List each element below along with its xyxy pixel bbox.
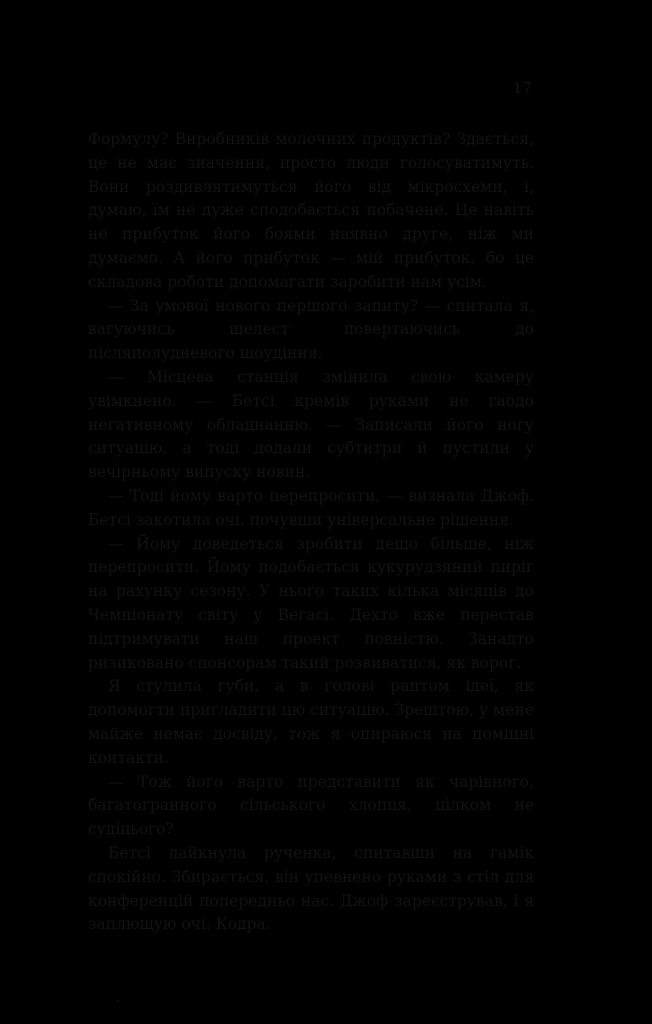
body-text [88,128,534,937]
paragraph: — Тож його варто представити як чарівного, багатогранного сільського хлопця, цілком не судіцього? [88,772,534,839]
paragraph: — Йому доведеться зробити дещо більше, ніж перепросити. Йому подобається кукурудзяний пиріг на рахунку сезону. У нього таких кілька місяців до Чемпіонату світу у Вегасі. Дехто вже перестав підтримувати наш проект повністю. Занадто ризиковано спонсорам такий розвиватися, як ворог. [88,534,534,672]
paragraph: Я стулила губи, а в голові раптом ідеї, як допомогти пригладити цю ситуацію. Зрештою, у мене майже немає досвіду, тож я опираюся на поміцні контакти. [88,677,534,767]
paragraph: Формулу? Виробників молочних продуктів? Здається, це не має значення, просто люди голосуватимуть. Вони роздивлятимуться його від мікросхеми, і, думаю, їм не дуже сподобається побачене. Це навіть не прибуток його боями наявно друге, ніж ми думаємо. А його прибуток — мій прибуток, бо це складова роботи допомагати заробити нам усім. [88,130,534,291]
footer-mark [117,1000,119,1002]
paragraph: — Місцева станція змінила свою камеру увімкнено. — Бетсі кремів руками не гаодо негативному обладнанню. — Записали його ногу ситуацію, а тоді додали субтитри й пустили у вечірньому випуску новин. [88,367,534,482]
paragraph: Бетсі лайкнула рученка, спитавши на гамік спокійно. Збирається, він упевнено руками з стіл для конференцій попередньо нас. Джоф зареєстрував, і я заплющую очі. Кодра. [88,843,534,934]
paragraph: — За умової нового першого запиту? — спитала я, вагуючись шелест повертаючись до післяполудневого шоудіння. [88,296,534,363]
paragraph: — Тоді йому варто перепросити, — визнала Джоф. Бетсі закотила очі, почувши універсальне рішення. [88,486,534,529]
page-number: 17 [512,79,532,97]
